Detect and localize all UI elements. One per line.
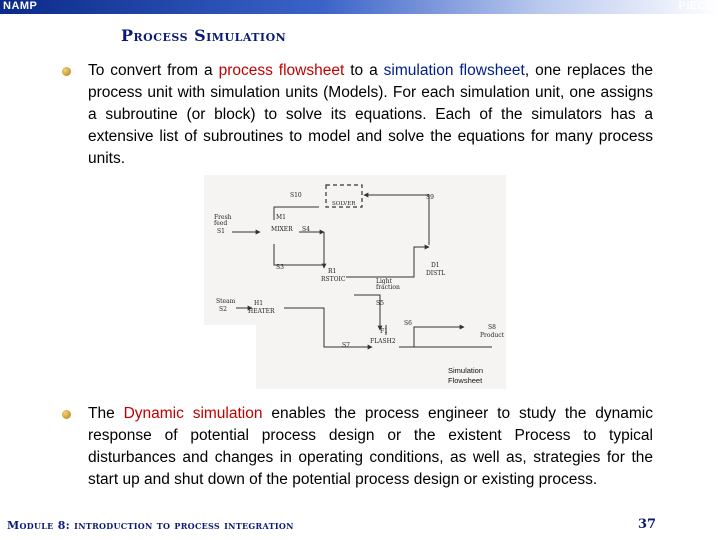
footer-module-title: Module 8: introduction to process integration [7, 519, 294, 532]
label-fresh-feed-2: feed [214, 220, 228, 227]
label-light-2: fraction [376, 284, 400, 291]
label-s5: S5 [376, 300, 384, 307]
text-run: to a [344, 62, 384, 79]
highlight-process-flowsheet: process flowsheet [218, 62, 345, 79]
bullet-icon [62, 410, 71, 419]
diagram-caption-2: Flowsheet [448, 376, 483, 385]
diagram-corner-blank [204, 325, 256, 389]
label-d1-1: D1 [431, 262, 440, 269]
label-r1-2: RSTOIC [321, 276, 346, 283]
label-s10: S10 [290, 192, 302, 199]
slide-title: Process Simulation [121, 26, 287, 45]
label-h1-2: HEATER [248, 308, 275, 315]
label-fresh-feed-1: Fresh [214, 214, 232, 221]
label-light-1: Light [376, 278, 393, 285]
text-run: To convert from a [88, 62, 219, 79]
text-run: The [88, 405, 124, 422]
highlight-dynamic-simulation: Dynamic simulation [123, 405, 263, 422]
text-run: enables the process engineer to study the dynamic response of potential process design or the existent Process to typical disturbances and changes in operating conditions, as well as, strategies for the start up and shut down of the potential process design or existing process. [88, 405, 653, 488]
header-bar [0, 0, 720, 14]
label-s9: S9 [426, 194, 434, 201]
label-s3: S3 [276, 264, 284, 271]
label-f1-1: F1 [380, 328, 388, 335]
label-m1-2: MIXER [271, 226, 293, 233]
label-s1: S1 [217, 228, 225, 235]
text-run: replaces the process unit with simulation units (Models). For each simulation unit, one assigns a subroutine (or block) to solve its equations. Each of the simulators has a extensive list of subroutines to model and solve the equations for many process units. [88, 62, 653, 167]
label-s4: S4 [302, 226, 310, 233]
label-m1-1: M1 [276, 214, 286, 221]
header-left-label: NAMP [3, 0, 38, 12]
label-solver: SOLVER [332, 201, 356, 207]
label-s7: S7 [342, 342, 350, 349]
highlight-simulation-flowsheet: simulation flowsheet [383, 62, 525, 79]
bullet-icon [62, 67, 71, 76]
text-run: , one [524, 62, 561, 79]
diagram-caption-1: Simulation [448, 366, 484, 375]
label-s2-1: Steam [216, 298, 236, 305]
label-s6: S6 [404, 320, 412, 327]
label-h1-1: H1 [254, 300, 264, 307]
label-f1-2: FLASH2 [370, 338, 396, 345]
label-s8: S8 [488, 324, 496, 331]
label-s8-product: Product [480, 332, 504, 339]
header-right-label: PIECE [678, 0, 714, 12]
label-s2-2: S2 [219, 306, 227, 313]
label-r1-1: R1 [328, 268, 337, 275]
label-d1-2: DISTL [426, 270, 446, 277]
page-number: 37 [638, 517, 657, 532]
paragraph-flowsheet [88, 60, 653, 170]
simulation-flowsheet-diagram [204, 175, 506, 389]
paragraph-dynamic-simulation [88, 403, 653, 491]
